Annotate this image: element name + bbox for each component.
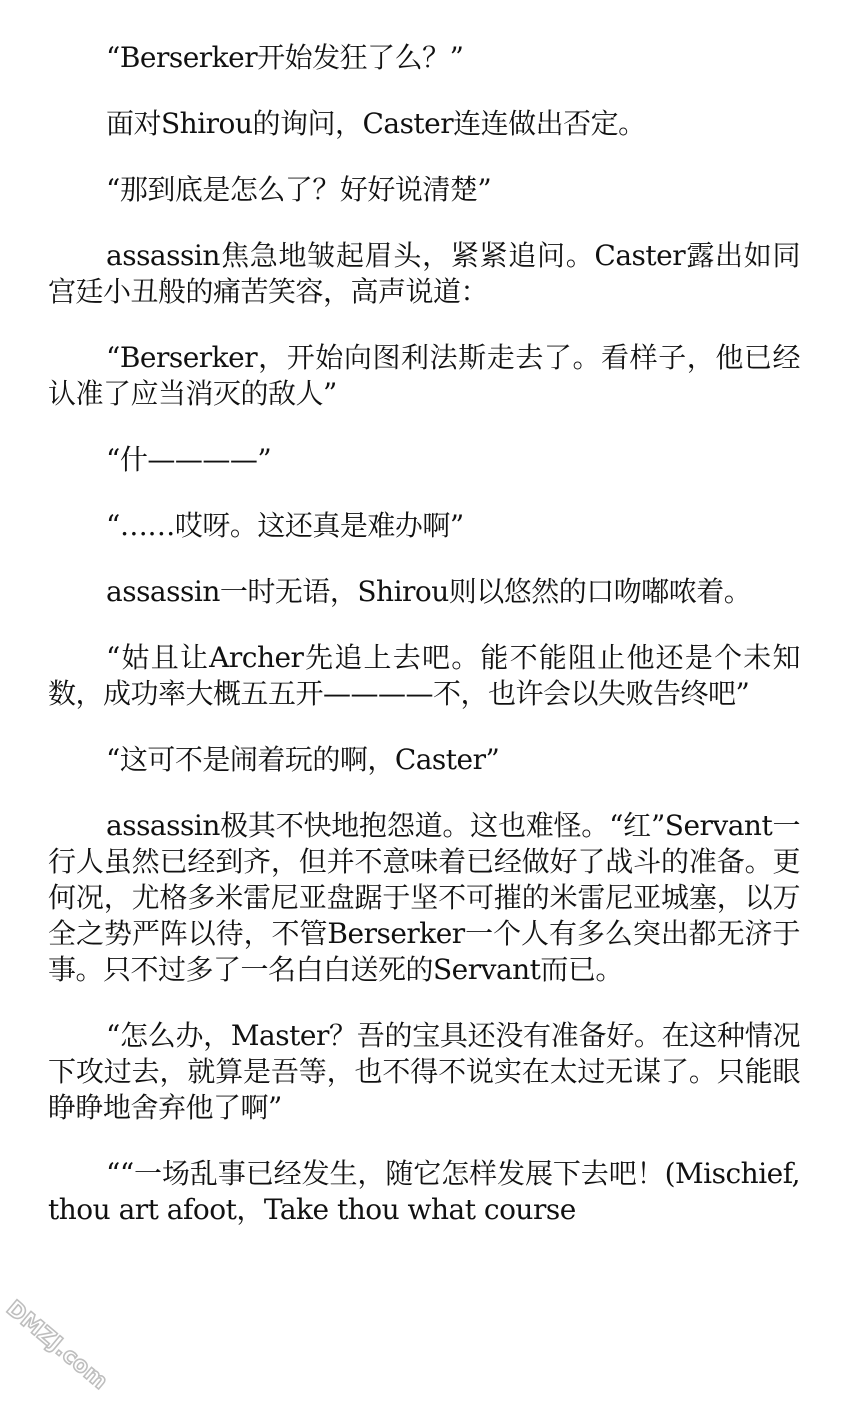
paragraph: “那到底是怎么了？好好说清楚” <box>106 173 492 206</box>
paragraph: 面对Shirou的询问，Caster连连做出否定。 <box>106 107 646 140</box>
paragraph: ““一场乱事已经发生，随它怎样发展下去吧！(Mischief, thou art afoot，Take thou what course <box>48 1157 800 1226</box>
watermark-logo-icon <box>1 1296 113 1395</box>
paragraph: “姑且让Archer先追上去吧。能不能阻止他还是个未知数，成功率大概五五开————不，也许会以失败告终吧” <box>48 641 800 710</box>
document-body <box>48 40 800 1228</box>
paragraph: “怎么办，Master？吾的宝具还没有准备好。在这种情况下攻过去，就算是吾等，也不得不说实在太过无谋了。只能眼睁睁地舍弃他了啊” <box>48 1019 800 1124</box>
paragraph: assassin极其不快地抱怨道。这也难怪。“红”Servant一行人虽然已经到齐，但并不意味着已经做好了战斗的准备。更何况，尤格多米雷尼亚盘踞于坚不可摧的米雷尼亚城塞，以万全之势严阵以待，不管Berserker一个人有多么突出都无济于事。只不过多了一名白白送死的Servant而已。 <box>48 809 800 986</box>
paragraph: “……哎呀。这还真是难办啊” <box>106 509 464 542</box>
paragraph: “Berserker开始发狂了么？” <box>106 41 464 74</box>
paragraph: “Berserker，开始向图利法斯走去了。看样子，他已经认准了应当消灭的敌人” <box>48 341 800 410</box>
watermark-text: DMZJ.com <box>1 1296 113 1395</box>
paragraph: assassin焦急地皱起眉头，紧紧追问。Caster露出如同宫廷小丑般的痛苦笑容，高声说道： <box>48 239 800 308</box>
paragraph: assassin一时无语，Shirou则以悠然的口吻嘟哝着。 <box>106 575 752 608</box>
paragraph: “什————” <box>106 443 272 476</box>
paragraph: “这可不是闹着玩的啊，Caster” <box>106 743 500 776</box>
